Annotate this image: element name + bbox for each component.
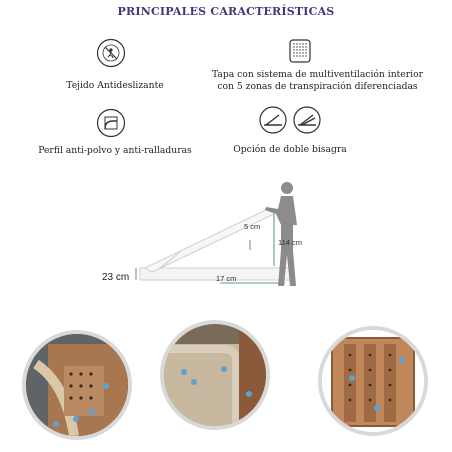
base-height-label: 23 cm bbox=[102, 272, 130, 283]
feature-label-anti-dust: Perfil anti-polvo y anti-ralladuras bbox=[38, 145, 192, 156]
detail-photo-profile bbox=[22, 330, 132, 440]
ventilation-lid-icon bbox=[285, 36, 315, 66]
feature-label-ventilation bbox=[205, 69, 430, 92]
feature-label-ventilation-line1: Tapa con sistema de multiventilación interior bbox=[211, 69, 423, 80]
detail-photo-frame bbox=[318, 326, 428, 436]
page-title: PRINCIPALES CARACTERÍSTICAS bbox=[117, 5, 335, 18]
feature-label-double-hinge: Opción de doble bisagra bbox=[233, 144, 347, 155]
feature-label-anti-slip: Tejido Antideslizante bbox=[66, 80, 164, 91]
lid-gap-label: 5 cm bbox=[244, 222, 261, 231]
anti-dust-profile-icon bbox=[96, 108, 126, 138]
detail-photo-corner bbox=[160, 320, 270, 430]
double-hinge-icon bbox=[255, 104, 325, 136]
feature-label-ventilation-line2: con 5 zonas de transpiración diferenciadas bbox=[217, 80, 418, 92]
open-height-label: 114 cm bbox=[278, 238, 303, 247]
base-depth-label: 17 cm bbox=[216, 274, 237, 283]
